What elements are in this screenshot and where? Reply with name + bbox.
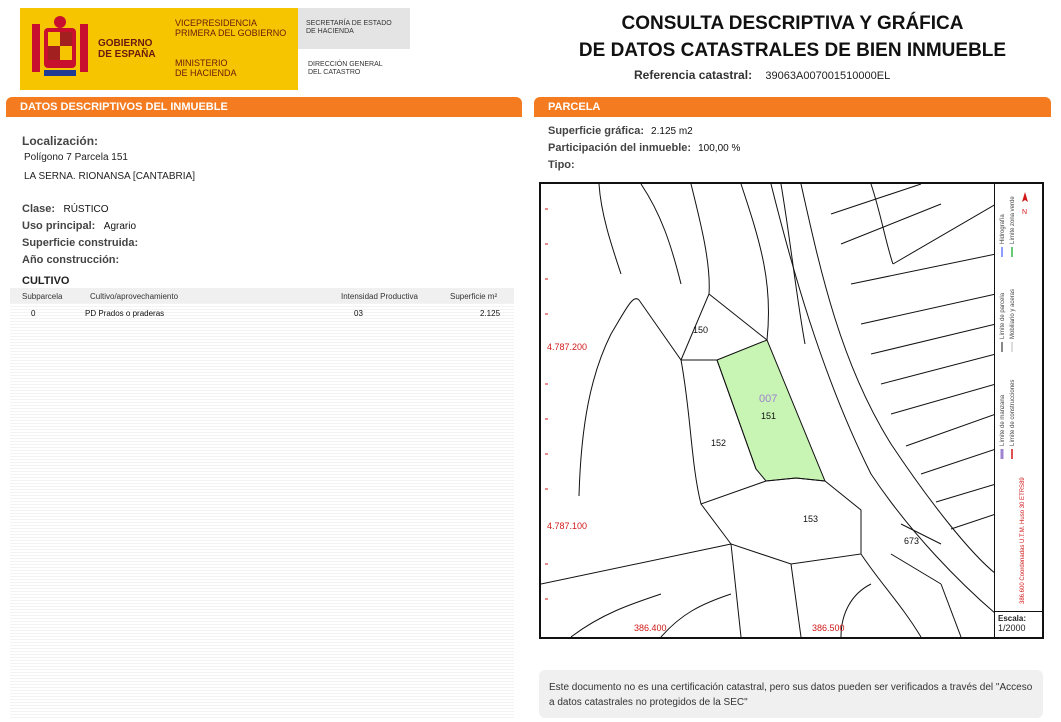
ministerio-text: MINISTERIO DE HACIENDA	[175, 58, 237, 78]
participacion-row	[548, 142, 740, 154]
col-cultivo: Cultivo/aprovechamiento	[90, 292, 179, 301]
ref-label: Referencia catastral:	[634, 68, 753, 82]
superficie-grafica-label: Superficie gráfica:	[548, 125, 644, 137]
svg-text:007: 007	[759, 393, 778, 405]
vicepresidencia-text: VICEPRESIDENCIA PRIMERA DEL GOBIERNO	[175, 18, 287, 38]
direccion-general-text: DIRECCIÓN GENERAL DEL CATASTRO	[308, 61, 383, 76]
svg-text:153: 153	[803, 514, 819, 524]
svg-text:Límite de construcciones: Límite de construcciones	[1010, 379, 1016, 446]
cell-intensidad: 03	[354, 309, 363, 318]
clase-row	[22, 199, 108, 217]
svg-text:Límite zona verde: Límite zona verde	[1010, 196, 1016, 244]
axis-ticks	[545, 209, 548, 599]
clase-label: Clase:	[22, 203, 56, 215]
svg-text:152: 152	[711, 438, 727, 448]
svg-text:N: N	[1022, 209, 1028, 216]
localizacion-line2: LA SERNA. RIONANSA [CANTABRIA]	[24, 171, 195, 182]
localizacion-line1: Polígono 7 Parcela 151	[24, 152, 128, 163]
gobierno-espana-text: GOBIERNO DE ESPAÑA	[98, 38, 156, 60]
participacion-label: Participación del inmueble:	[548, 142, 692, 154]
tipo-row	[548, 159, 575, 171]
superficie-grafica-value: 2.125 m2	[651, 126, 693, 137]
clase-value: RÚSTICO	[63, 204, 109, 215]
col-intensidad: Intensidad Productiva	[341, 292, 418, 301]
cadastral-map[interactable]	[539, 182, 1044, 639]
scale-box	[994, 611, 1042, 637]
svg-text:151: 151	[761, 411, 777, 421]
col-superficie: Superficie m²	[450, 292, 498, 301]
government-logo	[20, 8, 298, 90]
svg-text:Límite de parcela: Límite de parcela	[1000, 292, 1006, 339]
svg-text:386.400: 386.400	[634, 623, 667, 633]
anio-construccion-row	[22, 250, 119, 268]
coat-of-arms-icon	[30, 14, 90, 82]
svg-text:4.787.200: 4.787.200	[547, 342, 588, 352]
referencia-catastral	[634, 68, 890, 82]
col-subparcela: Subparcela	[22, 292, 63, 301]
ref-value: 39063A007001510000EL	[765, 70, 891, 82]
svg-text:386.600 Coordenadas U.T.M. Hus: 386.600 Coordenadas U.T.M. Huso 30 ETRS89	[1020, 477, 1026, 604]
coordinate-labels	[547, 342, 845, 633]
secretaria-box	[298, 8, 410, 49]
secretaria-text: SECRETARÍA DE ESTADO DE HACIENDA	[306, 20, 392, 35]
scale-label: Escala:	[998, 614, 1027, 623]
svg-text:Límite de manzana: Límite de manzana	[1000, 394, 1006, 446]
superficie-grafica-row	[548, 125, 693, 137]
section-bar-datos: DATOS DESCRIPTIVOS DEL INMUEBLE	[6, 97, 522, 117]
bar-divider	[542, 118, 1043, 123]
cell-superficie: 2.125	[480, 309, 501, 318]
scale-value: 1/2000	[998, 623, 1026, 633]
map-canvas	[541, 184, 996, 637]
localizacion-label: Localización:	[22, 134, 99, 148]
svg-text:673: 673	[904, 536, 920, 546]
svg-text:Hidrografía: Hidrografía	[1000, 214, 1006, 244]
table-row	[10, 307, 514, 319]
uso-label: Uso principal:	[22, 220, 96, 232]
north-arrow-icon	[1022, 192, 1028, 216]
page-title: CONSULTA DESCRIPTIVA Y GRÁFICA DE DATOS CATASTRALES DE BIEN INMUEBLE	[578, 13, 1007, 61]
svg-text:150: 150	[693, 325, 709, 335]
svg-text:386.500: 386.500	[812, 623, 845, 633]
disclaimer-note: Este documento no es una certificación catastral, pero sus datos pueden ser verificados a través del "Acceso a datos catastrales no protegidos de la SEC"	[539, 670, 1043, 718]
legend-canvas	[995, 184, 1043, 614]
svg-text:Mobiliario y aceras: Mobiliario y aceras	[1010, 288, 1016, 339]
superficie-construida-row	[22, 233, 138, 251]
cell-subparcela: 0	[31, 309, 36, 318]
bar-divider	[14, 118, 514, 123]
uso-value: Agrario	[103, 221, 137, 232]
table-header	[10, 288, 514, 303]
section-bar-parcela: PARCELA	[534, 97, 1051, 117]
map-legend	[994, 184, 1042, 614]
cell-cultivo: PD Prados o praderas	[85, 309, 165, 318]
cultivo-title: CULTIVO	[22, 275, 70, 287]
anio-construccion-label: Año construcción:	[22, 254, 120, 266]
svg-text:4.787.100: 4.787.100	[547, 521, 588, 531]
superficie-construida-label: Superficie construida:	[22, 237, 139, 249]
tipo-label: Tipo:	[548, 159, 575, 171]
participacion-value: 100,00 %	[698, 143, 741, 154]
uso-row	[22, 216, 136, 234]
cultivo-table	[10, 288, 514, 718]
